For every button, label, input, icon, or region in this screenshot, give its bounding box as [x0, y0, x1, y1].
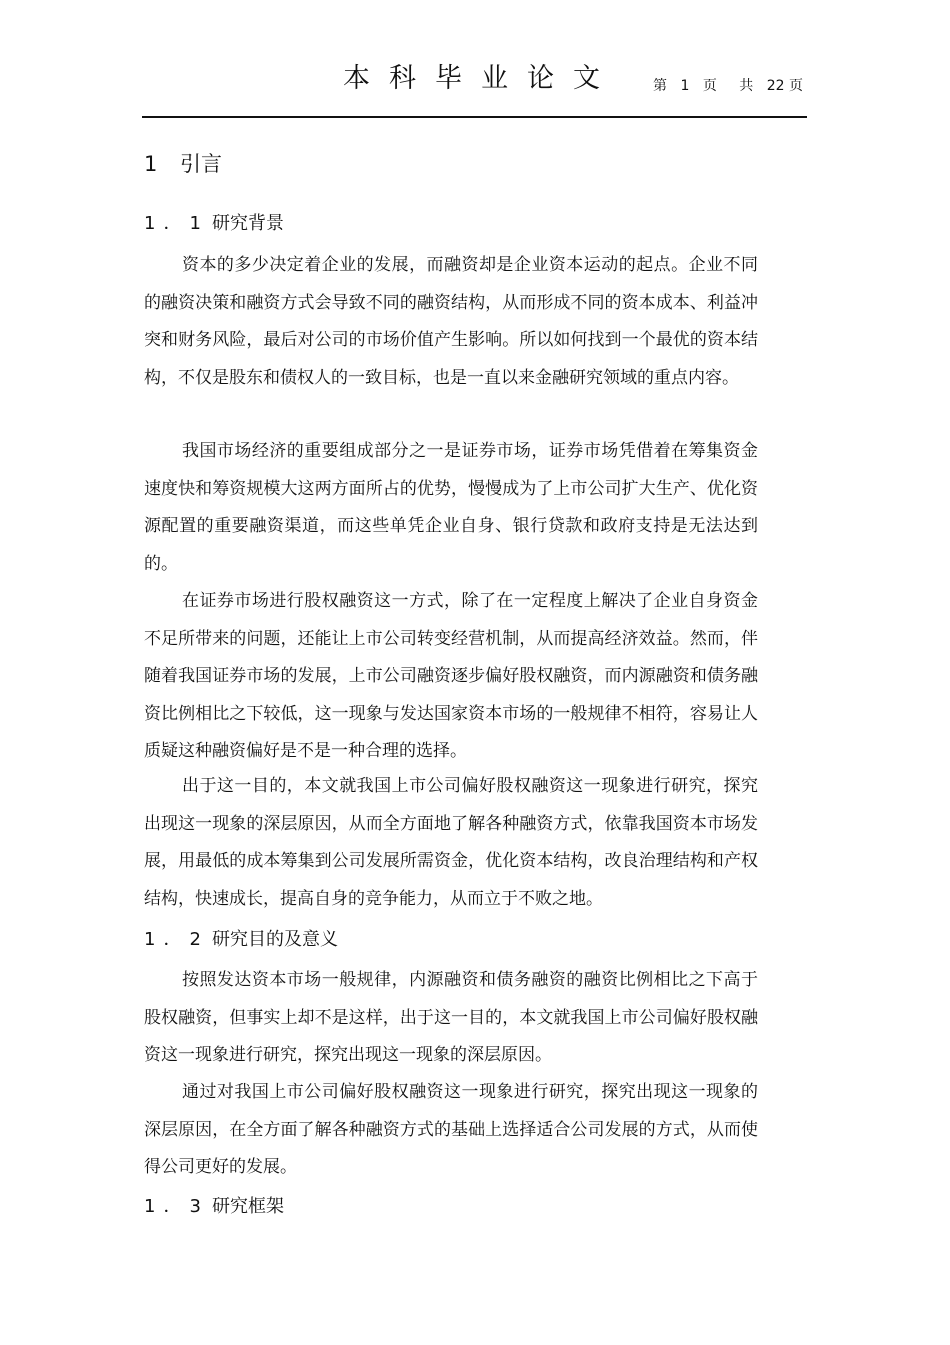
- section-heading-1-2: [144, 927, 338, 953]
- section-title: 研究目的及意义: [212, 929, 338, 950]
- document-title: 本科毕业论文: [343, 63, 619, 94]
- total-prefix: 共: [739, 78, 754, 94]
- page-unit: 页: [702, 78, 717, 94]
- page-header: [142, 58, 807, 118]
- paragraph: 出于这一目的，本文就我国上市公司偏好股权融资这一现象进行研究，探究出现这一现象的深层原因，从而全方面地了解各种融资方式，依靠我国资本市场发展，用最低的成本筹集到公司发展所需资金，优化资本结构，改良治理结构和产权结构，快速成长，提高自身的竞争能力，从而立于不败之地。: [144, 776, 758, 909]
- paragraph: 在证券市场进行股权融资这一方式，除了在一定程度上解决了企业自身资金不足所带来的问题，还能让上市公司转变经营机制，从而提高经济效益。然而，伴随着我国证券市场的发展，上市公司融资逐步偏好股权融资，而内源融资和债务融资比例相比之下较低，这一现象与发达国家资本市场的一般规律不相符，容易让人质疑这种融资偏好是不是一种合理的选择。: [144, 591, 758, 761]
- total-unit: 页: [789, 78, 804, 94]
- paragraph: 通过对我国上市公司偏好股权融资这一现象进行研究，探究出现这一现象的深层原因，在全方面了解各种融资方式的基础上选择适合公司发展的方式，从而使得公司更好的发展。: [144, 1082, 758, 1177]
- paragraph: 我国市场经济的重要组成部分之一是证券市场，证券市场凭借着在筹集资金速度快和筹资规模大这两方面所占的优势，慢慢成为了上市公司扩大生产、优化资源配置的重要融资渠道，而这些单凭企业自身、银行贷款和政府支持是无法达到的。: [144, 441, 758, 574]
- section-title: 研究背景: [212, 213, 284, 234]
- paragraph: 按照发达资本市场一般规律，内源融资和债务融资的融资比例相比之下高于股权融资，但事实上却不是这样，出于这一目的，本文就我国上市公司偏好股权融资这一现象进行研究，探究出现这一现象的深层原因。: [144, 970, 758, 1065]
- page-total: 22: [766, 78, 785, 94]
- section-heading-1: [144, 150, 222, 178]
- section-number: 1．2: [144, 929, 209, 950]
- section-number: 1: [144, 152, 158, 176]
- section-title: 引言: [180, 152, 222, 176]
- section-heading-1-3: [144, 1194, 284, 1220]
- page-prefix: 第: [653, 78, 667, 94]
- section-heading-1-1: [144, 211, 284, 237]
- section-number: 1．3: [144, 1196, 209, 1217]
- page-current: 1: [680, 78, 690, 94]
- page-number: [653, 76, 803, 96]
- section-number: 1．1: [144, 213, 209, 234]
- paragraph: 资本的多少决定着企业的发展，而融资却是企业资本运动的起点。企业不同的融资决策和融资方式会导致不同的融资结构，从而形成不同的资本成本、利益冲突和财务风险，最后对公司的市场价值产生影响。所以如何找到一个最优的资本结构，不仅是股东和债权人的一致目标，也是一直以来金融研究领域的重点内容。: [144, 255, 758, 388]
- section-title: 研究框架: [212, 1196, 284, 1217]
